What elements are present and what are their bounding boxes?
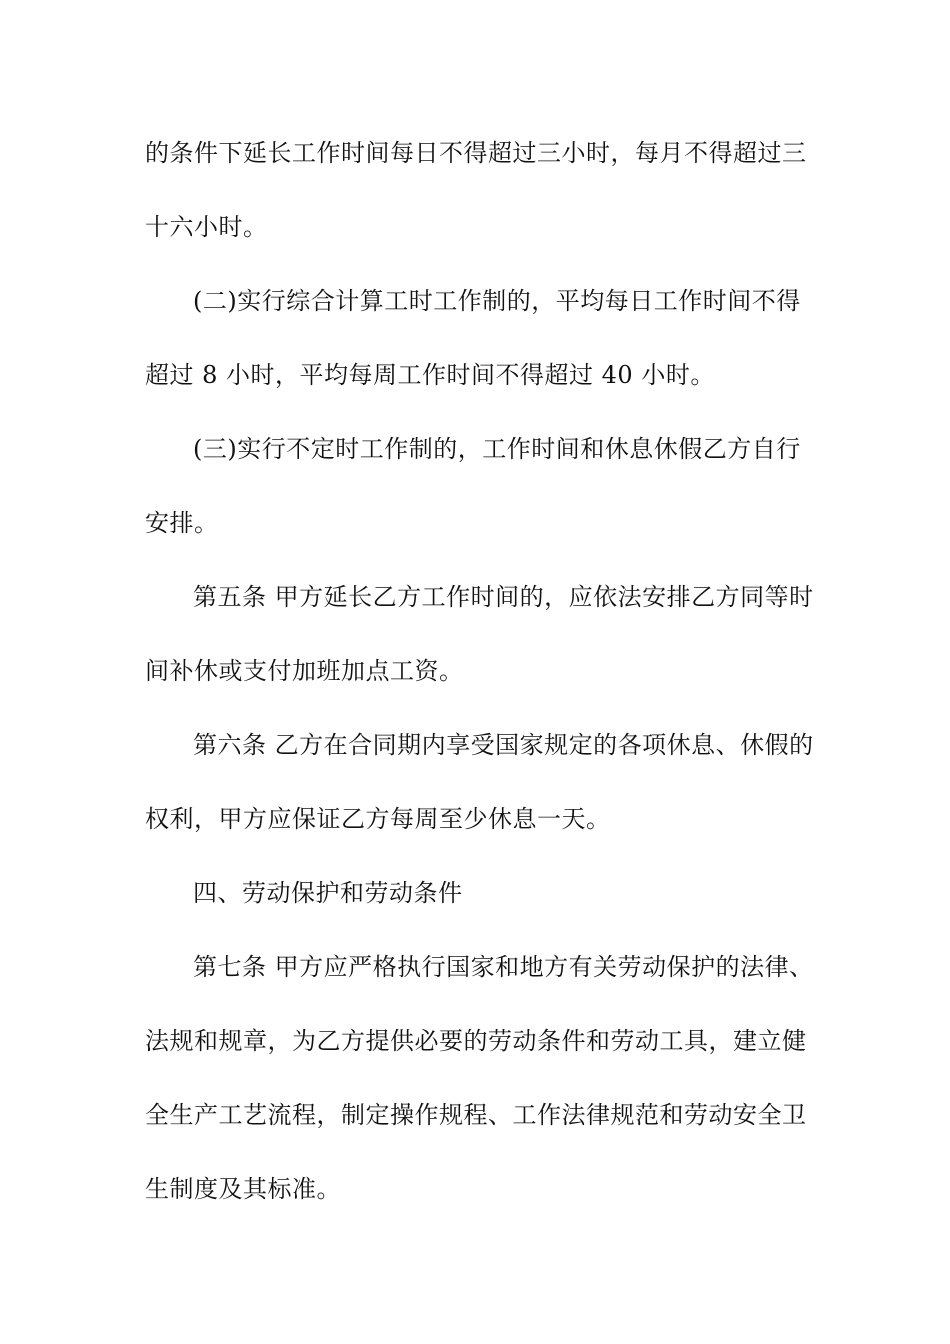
text-line: 第六条 乙方在合同期内享受国家规定的各项休息、休假的: [193, 731, 814, 759]
text-line: 十六小时。: [145, 213, 268, 241]
text-line: 安排。: [145, 509, 219, 537]
text-line: 的条件下延长工作时间每日不得超过三小时，每月不得超过三: [145, 139, 807, 167]
text-line: 权利，甲方应保证乙方每周至少休息一天。: [145, 805, 611, 833]
text-line: 第五条 甲方延长乙方工作时间的，应依法安排乙方同等时: [193, 583, 814, 611]
text-line: 间补休或支付加班加点工资。: [145, 657, 464, 685]
document-body: [145, 128, 814, 1238]
text-line: 超过 8 小时，平均每周工作时间不得超过 40 小时。: [145, 361, 715, 389]
text-line: 生制度及其标准。: [145, 1175, 341, 1203]
text-line: (三)实行不定时工作制的，工作时间和休息休假乙方自行: [193, 435, 801, 463]
text-line: (二)实行综合计算工时工作制的，平均每日工作时间不得: [193, 287, 801, 315]
text-line: 法规和规章，为乙方提供必要的劳动条件和劳动工具，建立健: [145, 1027, 807, 1055]
text-line: 全生产工艺流程，制定操作规程、工作法律规范和劳动安全卫: [145, 1101, 807, 1129]
section-heading: 四、劳动保护和劳动条件: [193, 879, 463, 907]
text-line: 第七条 甲方应严格执行国家和地方有关劳动保护的法律、: [193, 953, 814, 981]
